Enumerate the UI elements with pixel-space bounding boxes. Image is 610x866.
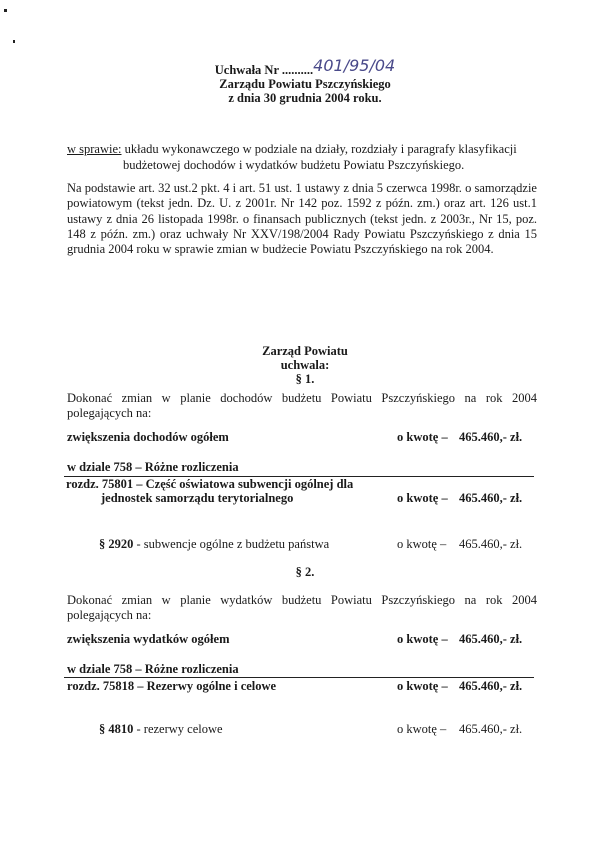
section1-total-kw: o kwotę – — [397, 430, 448, 444]
section1-total-amount: 465.460,- zł. — [459, 430, 523, 444]
section2-rozdz: rozdz. 75818 – Rezerwy ogólne i celowe — [67, 679, 277, 693]
subject — [67, 141, 542, 173]
subject-text-2: budżetowej dochodów i wydatków budżetu Powiatu Pszczyńskiego. — [123, 158, 465, 172]
section2-intro: Dokonać zmian w planie wydatków budżetu Powiatu Pszczyńskiego na rok 2004 polegających na: — [67, 593, 537, 623]
section2-dzial: w dziale 758 – Różne rozliczenia — [67, 662, 239, 676]
scan-mark — [13, 40, 15, 43]
section2-rozdz-kw: o kwotę – — [397, 679, 448, 693]
section1-rozdz-line1: rozdz. 75801 – Część oświatowa subwencji ogólnej dla — [66, 477, 354, 491]
legal-basis: Na podstawie art. 32 ust.2 pkt. 4 i art. 51 ust. 1 ustawy z dnia 5 czerwca 1998r. o samorządzie powiatowym (tekst jedn. Dz. U. z 2001r. Nr 142 poz. 1592 z późn. zm.) oraz art. 126 ust.1 ustawy z dnia 26 listopada 1998r. o finansach publicznych (tekst jedn. z 2003r., Nr 15, poz. 148 z późn. zm.) oraz uchwały Nr XXV/198/2004 Rady Powiatu Pszczyńskiego z dnia 15 grudnia 2004 roku w sprawie zmian w budżecie Powiatu Pszczyńskiego na rok 2004. — [67, 181, 537, 257]
scan-mark — [4, 9, 7, 12]
section2-par-kw: o kwotę – — [397, 722, 447, 736]
section1-paragraph-row — [67, 537, 537, 553]
section1-par-amount: 465.460,- zł. — [459, 537, 523, 551]
section2-total-kw: o kwotę – — [397, 632, 448, 646]
resolution-number: Uchwała Nr ..........401/95/04 — [214, 56, 396, 77]
divider — [64, 677, 534, 678]
section2-par-desc: - rezerwy celowe — [133, 722, 223, 736]
resolves-word: uchwala: — [280, 358, 330, 372]
handwritten-number: 401/95/04 — [313, 56, 396, 75]
paragraph-1-heading: § 1. — [295, 372, 315, 386]
document-header — [0, 56, 610, 105]
subject-text-1: układu wykonawczego w podziale na działy, rozdziały i paragrafy klasyfikacji — [121, 142, 517, 156]
section1-par-code: § 2920 — [99, 537, 134, 551]
section1-par-desc: - subwencje ogólne z budżetu państwa — [133, 537, 330, 551]
section1-rozdz-amount-row — [67, 491, 537, 507]
section2-rozdz-amount: 465.460,- zł. — [459, 679, 523, 693]
section1-par-kw: o kwotę – — [397, 537, 447, 551]
resolution-date: z dnia 30 grudnia 2004 roku. — [228, 91, 382, 105]
section2-par-code: § 4810 — [99, 722, 134, 736]
section2-total-amount: 465.460,- zł. — [459, 632, 523, 646]
section1-intro: Dokonać zmian w planie dochodów budżetu Powiatu Pszczyńskiego na rok 2004 polegających na: — [67, 391, 537, 421]
section1-total-label: zwiększenia dochodów ogółem — [67, 430, 229, 444]
section2-total-label: zwiększenia wydatków ogółem — [67, 632, 230, 646]
section1-rozdz-line2: jednostek samorządu terytorialnego — [101, 491, 294, 505]
subject-label: w sprawie: — [67, 142, 122, 156]
section2-total-row — [67, 632, 537, 648]
board-heading: Zarząd Powiatu — [262, 344, 348, 358]
section1-rozdz-kw: o kwotę – — [397, 491, 448, 505]
board-name: Zarządu Powiatu Pszczyńskiego — [219, 77, 391, 91]
section2-paragraph-row — [67, 722, 537, 738]
section2-rozdz-row — [67, 679, 537, 695]
paragraph-2-heading: § 2. — [295, 565, 315, 579]
section1-dzial: w dziale 758 – Różne rozliczenia — [67, 460, 239, 474]
section2-par-amount: 465.460,- zł. — [459, 722, 523, 736]
resolves-heading — [0, 344, 610, 386]
section1-rozdz-amount: 465.460,- zł. — [459, 491, 523, 505]
section1-total-row — [67, 430, 537, 446]
